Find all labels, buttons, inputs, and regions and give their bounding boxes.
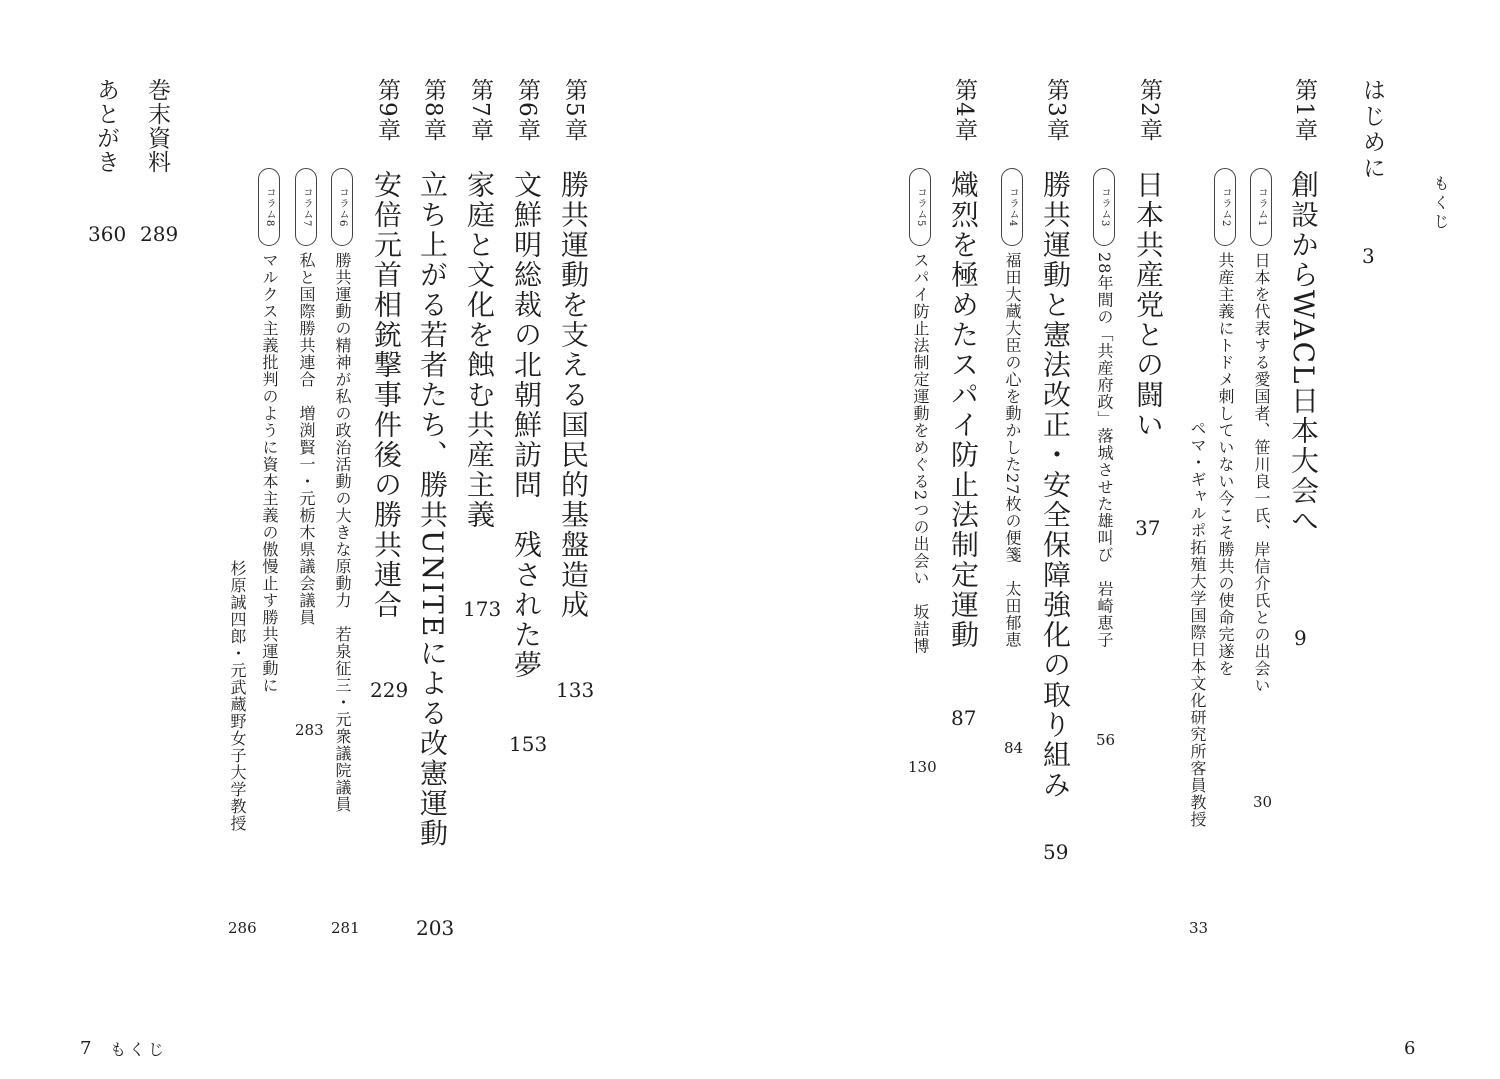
chapter-8-title: 立ち上がる若者たち、勝共UNITEによる改憲運動 [416,170,449,849]
column-7-page: 283 [295,721,324,739]
chapter-7-page: 173 [463,597,502,621]
column-3-badge: コラム3 [1093,168,1115,246]
chapter-1-label: 第1章 [1291,78,1317,142]
chapter-5-page: 133 [556,678,595,702]
column-4-page: 84 [1004,739,1024,757]
appendix-page: 289 [140,222,179,246]
page-header-title: もくじ [1431,175,1450,232]
page-number-left: 7 [80,1038,92,1059]
column-6-badge: コラム6 [331,168,353,246]
chapter-4-title: 熾烈を極めたスパイ防止法制定運動 [947,170,980,650]
column-2-page: 33 [1189,919,1209,937]
chapter-6-page: 153 [509,732,548,756]
afterword-label: あとがき [93,78,119,174]
column-6-page: 281 [331,919,360,937]
chapter-9-label: 第9章 [374,78,400,142]
column-3-page: 56 [1096,731,1116,749]
chapter-2-label: 第2章 [1136,78,1162,142]
column-6-title: 勝共運動の精神が私の政治活動の大きな原動力 若泉征三・元衆議院議員 [333,252,352,813]
page-number-right: 6 [1404,1038,1416,1059]
column-4-badge: コラム4 [1001,168,1023,246]
chapter-3-page: 59 [1043,840,1069,864]
chapter-3-title: 勝共運動と憲法改正・安全保障強化の取り組み [1039,170,1072,800]
chapter-5-label: 第5章 [561,78,587,142]
chapter-2-page: 37 [1135,516,1161,540]
column-5-title: スパイ防止法制定運動をめぐる2つの出会い 坂詰博 [911,252,930,655]
column-1-page: 30 [1253,793,1273,811]
chapter-1-title: 創設からWACL日本大会へ [1287,170,1320,536]
column-7-badge: コラム7 [295,168,317,246]
column-2-title: 共産主義にトドメ刺していない今こそ勝共の使命完遂を [1216,252,1235,677]
column-2-badge: コラム2 [1214,168,1236,246]
chapter-3-label: 第3章 [1043,78,1069,142]
afterword-page: 360 [88,222,127,246]
chapter-8-label: 第8章 [420,78,446,142]
column-2-author: ペマ・ギャルポ拓殖大学国際日本文化研究所客員教授 [1188,420,1207,828]
chapter-7-title: 家庭と文化を蝕む共産主義 [463,170,496,530]
column-8-badge: コラム8 [258,168,280,246]
column-8-page: 286 [228,919,257,937]
column-3-title: 28年間の「共産府政」落城させた雄叫び 岩崎恵子 [1095,252,1114,649]
chapter-8-page: 203 [416,916,455,940]
chapter-7-label: 第7章 [467,78,493,142]
appendix-label: 巻末資料 [144,78,170,174]
chapter-4-page: 87 [951,706,977,730]
column-5-page: 130 [908,758,937,776]
chapter-9-page: 229 [370,678,409,702]
running-head-left: もくじ [110,1040,168,1059]
column-1-title: 日本を代表する愛国者、笹川良一氏、岸信介氏との出会い [1252,252,1271,694]
chapter-9-title: 安倍元首相銃撃事件後の勝共連合 [370,170,403,620]
column-1-badge: コラム1 [1250,168,1272,246]
column-4-title: 福田大蔵大臣の心を動かした27枚の便箋 太田郁恵 [1003,252,1022,649]
intro-page: 3 [1362,244,1375,268]
chapter-5-title: 勝共運動を支える国民的基盤造成 [557,170,590,620]
chapter-4-label: 第4章 [951,78,977,142]
chapter-6-label: 第6章 [514,78,540,142]
column-7-title: 私と国際勝共連合 増渕賢一・元栃木県議会議員 [297,252,316,626]
intro-label: はじめに [1359,78,1385,182]
column-8-title: マルクス主義批判のように資本主義の傲慢止す勝共運動に [260,252,279,694]
chapter-6-title: 文鮮明総裁の北朝鮮訪問 残された夢 [510,170,543,680]
chapter-1-page: 9 [1294,626,1307,650]
column-5-badge: コラム5 [909,168,931,246]
column-8-author: 杉原誠四郎・元武蔵野女子大学教授 [228,560,247,832]
chapter-2-title: 日本共産党との闘い [1132,170,1165,440]
